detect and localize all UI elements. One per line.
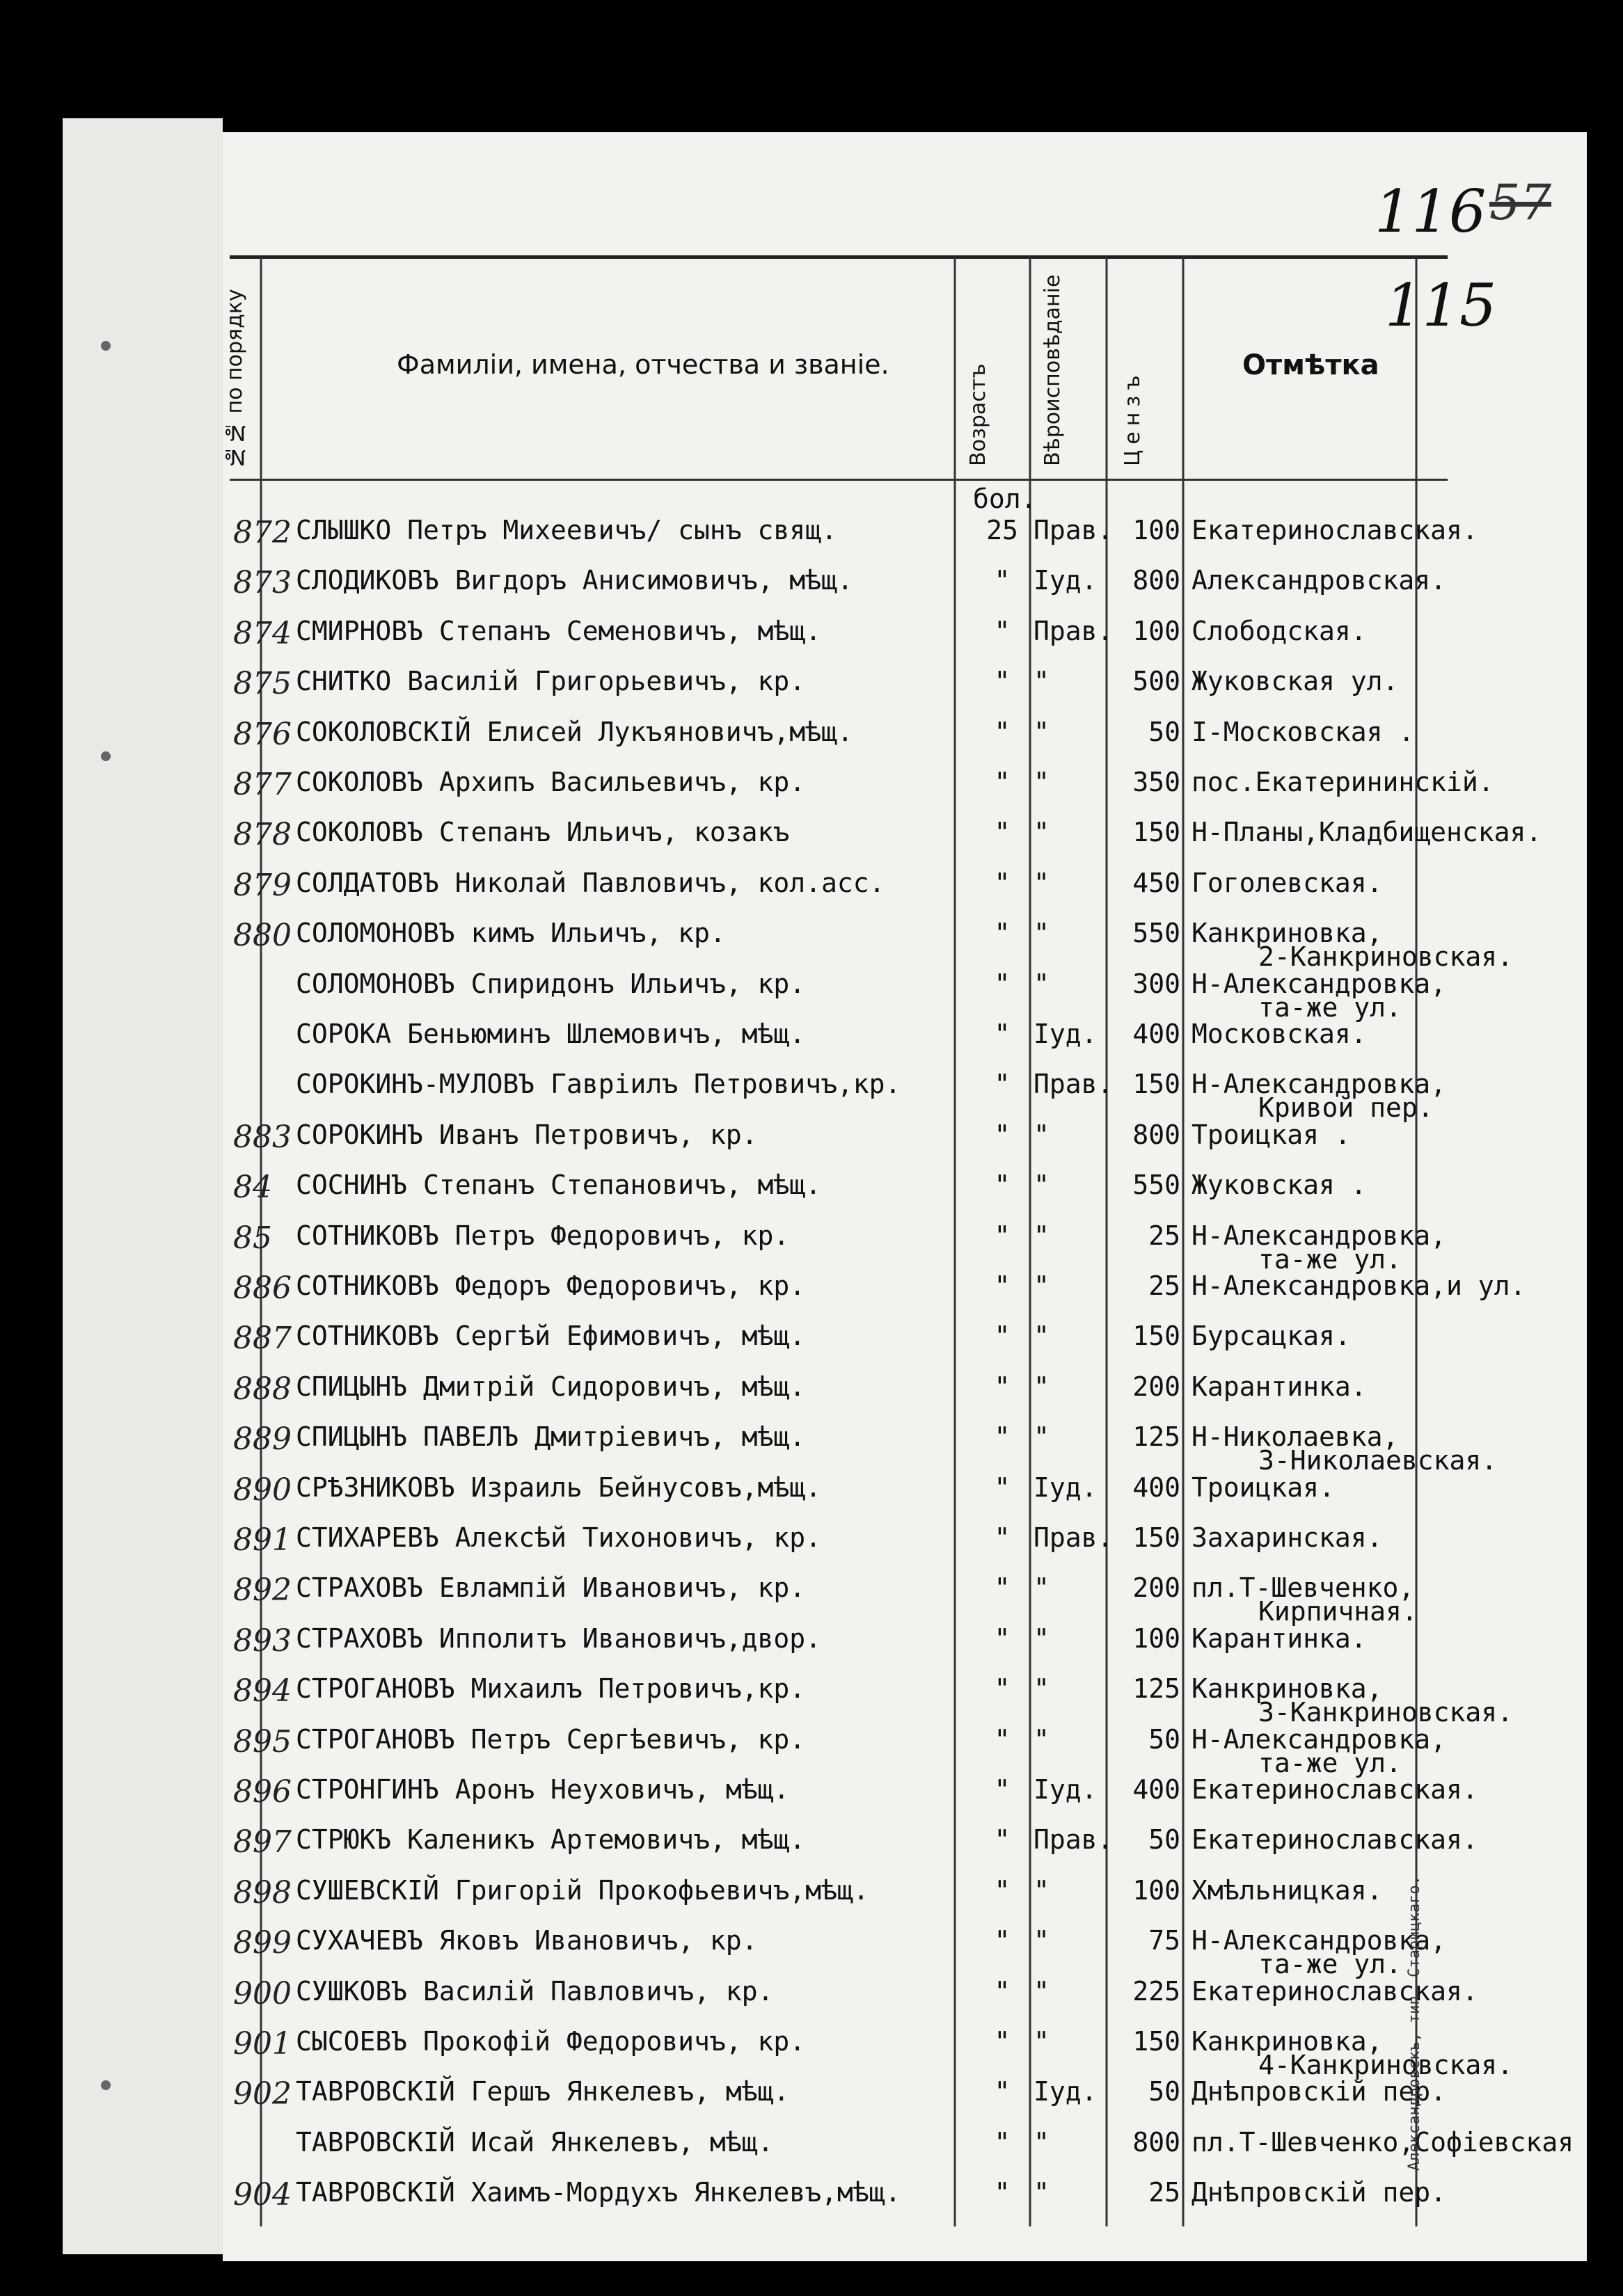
row-name: СУШЕВСКІЙ Григорій Прокофьевичъ,мѣщ. [296, 1874, 869, 1906]
row-religion: " [1034, 1723, 1050, 1755]
row-mark: 889 [233, 1421, 292, 1458]
row-name: СОТНИКОВЪ Федоръ Федоровичъ, кр. [296, 1270, 806, 1301]
row-religion: Прав. [1034, 1824, 1114, 1856]
row-mark: 902 [233, 2076, 292, 2112]
row-note: Хмѣльницкая. [1191, 1874, 1383, 1906]
page-number: 115 [1385, 271, 1497, 340]
row-religion: " [1034, 1270, 1050, 1301]
row-age: " [994, 615, 1011, 646]
row-religion: " [1034, 2126, 1050, 2158]
row-note: Екатеринославская. [1191, 1824, 1478, 1856]
row-age: " [994, 2126, 1011, 2158]
header-note: Отмѣтка [1242, 349, 1379, 381]
row-religion: Iуд. [1034, 565, 1098, 596]
row-mark: 896 [233, 1774, 292, 1810]
row-mark: 893 [233, 1623, 292, 1659]
row-note: Екатеринославская. [1191, 515, 1478, 545]
row-age: " [994, 1421, 1011, 1453]
header-census: Цензъ [1121, 369, 1145, 466]
row-census: 150 [1132, 1069, 1180, 1100]
row-note: Бурсацкая. [1191, 1321, 1351, 1352]
row-note: Н-Александровка, [1191, 1925, 1447, 1956]
row-age: " [994, 1925, 1011, 1956]
row-name: СТРАХОВЪ Евлампій Ивановичъ, кр. [296, 1572, 806, 1604]
page-number-old: 116 [1375, 177, 1487, 246]
row-note-continuation: 3-Николаевская. [1258, 1445, 1498, 1476]
row-age: " [994, 716, 1011, 747]
row-census: 75 [1148, 1925, 1180, 1956]
row-age: 25 [986, 515, 1018, 545]
row-census: 25 [1148, 1270, 1180, 1301]
row-note: Троицкая. [1191, 1472, 1335, 1503]
row-census: 125 [1132, 1673, 1180, 1705]
row-note-continuation: Кирпичная. [1258, 1596, 1418, 1627]
row-mark: 876 [233, 716, 292, 752]
row-note: Н-Александровка,и ул. [1191, 1270, 1526, 1301]
row-note: Н-Александровка, [1191, 968, 1447, 999]
row-age: " [994, 968, 1011, 999]
row-mark: 904 [233, 2177, 292, 2213]
row-census: 150 [1132, 1522, 1180, 1553]
row-name: ТАВРОВСКІЙ Гершъ Янкелевъ, мѣщ. [296, 2076, 790, 2107]
row-note: Екатеринославская. [1191, 1975, 1478, 2007]
row-name: СОЛДАТОВЪ Николай Павловичъ, кол.асс. [296, 867, 885, 898]
row-note: Н-Николаевка, [1191, 1421, 1399, 1453]
row-religion: " [1034, 1623, 1050, 1654]
row-religion: Iуд. [1034, 1774, 1098, 1805]
row-age: " [994, 1774, 1011, 1805]
row-age: " [994, 1472, 1011, 1503]
row-religion: " [1034, 1220, 1050, 1251]
row-note: I-Московская . [1191, 716, 1415, 747]
row-note: Захаринская. [1191, 1522, 1383, 1553]
row-name: СОТНИКОВЪ Сергѣй Ефимовичъ, мѣщ. [296, 1321, 806, 1352]
row-census: 800 [1132, 565, 1180, 596]
row-name: СЛОДИКОВЪ Вигдоръ Анисимовичъ, мѣщ. [296, 565, 853, 596]
row-name: СЛЫШКО Петръ Михеевичъ/ сынъ свящ. [296, 515, 837, 545]
row-name: СТРОГАНОВЪ Михаилъ Петровичъ,кр. [296, 1673, 806, 1705]
row-mark: 883 [233, 1119, 292, 1155]
row-mark: 879 [233, 867, 292, 903]
row-religion: " [1034, 1321, 1050, 1352]
row-religion: " [1034, 2177, 1050, 2208]
row-age: " [994, 1019, 1011, 1049]
row-note: пл.Т-Шевченко, [1191, 1572, 1415, 1604]
row-religion: " [1034, 1170, 1050, 1201]
row-religion: Прав. [1034, 1069, 1114, 1100]
row-age: " [994, 2076, 1011, 2107]
row-note-continuation: 2-Канкриновская. [1258, 941, 1514, 973]
row-census: 550 [1132, 918, 1180, 949]
row-census: 550 [1132, 1170, 1180, 1201]
row-name: СОКОЛОВЪ Степанъ Ильичъ, козакъ [296, 817, 790, 848]
row-census: 100 [1132, 515, 1180, 545]
row-mark: 886 [233, 1270, 292, 1306]
row-name: СТРОГАНОВЪ Петръ Сергѣевичъ, кр. [296, 1723, 806, 1755]
row-census: 400 [1132, 1019, 1180, 1049]
row-name: СТРОНГИНЪ Аронъ Неуховичъ, мѣщ. [296, 1774, 790, 1805]
row-religion: Iуд. [1034, 1019, 1098, 1049]
row-mark: 878 [233, 817, 292, 853]
printer-imprint: Александровскъ, тип. Старицкаго. [1406, 1876, 1423, 2171]
row-name: СУШКОВЪ Василій Павловичъ, кр. [296, 1975, 774, 2007]
row-age: " [994, 1270, 1011, 1301]
row-note-continuation: 4-Канкриновская. [1258, 2050, 1514, 2080]
row-name: СОЛОМОНОВЪ Спиридонъ Ильичъ, кр. [296, 968, 806, 999]
row-age: " [994, 1321, 1011, 1352]
row-mark: 891 [233, 1522, 292, 1558]
row-religion: " [1034, 918, 1050, 949]
row-census: 350 [1132, 767, 1180, 797]
row-census: 225 [1132, 1975, 1180, 2007]
row-age: " [994, 1673, 1011, 1705]
row-census: 125 [1132, 1421, 1180, 1453]
row-religion: " [1034, 1673, 1050, 1705]
row-name: СОРОКИНЪ-МУЛОВЪ Гавріилъ Петровичъ,кр. [296, 1069, 901, 1100]
row-note: Гоголевская. [1191, 867, 1383, 898]
row-religion: " [1034, 1925, 1050, 1956]
row-note: Н-Александровка, [1191, 1220, 1447, 1251]
row-religion: " [1034, 2026, 1050, 2057]
row-note: Н-Александровка, [1191, 1069, 1447, 1100]
row-age: " [994, 1170, 1011, 1201]
row-age: " [994, 1371, 1011, 1402]
row-name: ТАВРОВСКІЙ Хаимъ-Мордухъ Янкелевъ,мѣщ. [296, 2177, 901, 2208]
row-note-continuation: 3-Канкриновская. [1258, 1697, 1514, 1728]
row-note: Карантинка. [1191, 1371, 1367, 1402]
row-name: СОКОЛОВСКІЙ Елисей Лукъяновичъ,мѣщ. [296, 716, 853, 747]
row-mark: 873 [233, 565, 292, 601]
row-religion: " [1034, 666, 1050, 697]
row-age: " [994, 1069, 1011, 1100]
header-name: Фамиліи, имена, отчества и званіе. [397, 349, 889, 380]
row-religion: Прав. [1034, 1522, 1114, 1553]
row-census: 100 [1132, 615, 1180, 646]
row-religion: " [1034, 1874, 1050, 1906]
row-mark: 85 [233, 1220, 272, 1256]
row-name: СЫСОЕВЪ Прокофій Федоровичъ, кр. [296, 2026, 806, 2057]
struck-page-number: 57 [1489, 174, 1552, 231]
header-no: №№ по порядку [223, 289, 247, 470]
row-age: " [994, 1623, 1011, 1654]
row-religion: " [1034, 767, 1050, 797]
row-name: СМИРНОВЪ Степанъ Семеновичъ, мѣщ. [296, 615, 821, 646]
row-census: 100 [1132, 1623, 1180, 1654]
row-religion: " [1034, 867, 1050, 898]
row-mark: 898 [233, 1874, 292, 1911]
row-name: ТАВРОВСКІЙ Исай Янкелевъ, мѣщ. [296, 2126, 774, 2158]
row-age: " [994, 1119, 1011, 1150]
row-religion: " [1034, 716, 1050, 747]
row-name: СОТНИКОВЪ Петръ Федоровичъ, кр. [296, 1220, 790, 1251]
row-note-continuation: та-же ул. [1258, 1949, 1402, 1980]
row-religion: Прав. [1034, 615, 1114, 646]
row-religion: " [1034, 817, 1050, 848]
header-religion: Вѣроисповѣданіе [1040, 274, 1065, 466]
header-age: Возрастъ [966, 363, 990, 466]
row-mark: 84 [233, 1170, 272, 1206]
row-name: СОСНИНЪ Степанъ Степановичъ, мѣщ. [296, 1170, 821, 1201]
row-age: " [994, 1572, 1011, 1604]
row-mark: 899 [233, 1925, 292, 1961]
row-census: 400 [1132, 1774, 1180, 1805]
row-mark: 874 [233, 615, 292, 651]
row-religion: " [1034, 1572, 1050, 1604]
row-census: 50 [1148, 1824, 1180, 1856]
row-note: Жуковская ул. [1191, 666, 1399, 697]
row-note: Александровская. [1191, 565, 1447, 596]
row-mark: 901 [233, 2026, 292, 2062]
row-note: Слободская. [1191, 615, 1367, 646]
row-age: " [994, 1874, 1011, 1906]
row-note: Канкриновка, [1191, 1673, 1383, 1705]
row-age: " [994, 1220, 1011, 1251]
row-age: " [994, 666, 1011, 697]
row-religion: Iуд. [1034, 1472, 1098, 1503]
row-census: 300 [1132, 968, 1180, 999]
row-note-continuation: та-же ул. [1258, 991, 1402, 1023]
row-name: СУХАЧЕВЪ Яковъ Ивановичъ, кр. [296, 1925, 758, 1956]
row-note: пл.Т-Шевченко,Софіевская [1191, 2126, 1574, 2158]
row-note: Н-Александровка, [1191, 1723, 1447, 1755]
row-census: 50 [1148, 1723, 1180, 1755]
row-note-continuation: та-же ул. [1258, 1747, 1402, 1778]
row-religion: " [1034, 1975, 1050, 2007]
row-census: 200 [1132, 1371, 1180, 1402]
row-mark: 887 [233, 1321, 292, 1357]
row-census: 400 [1132, 1472, 1180, 1503]
row-census: 100 [1132, 1874, 1180, 1906]
row-census: 500 [1132, 666, 1180, 697]
row-name: СРѢЗНИКОВЪ Израиль Бейнусовъ,мѣщ. [296, 1472, 821, 1503]
row-note: Карантинка. [1191, 1623, 1367, 1654]
row-note: Н-Планы,Кладбищенская. [1191, 817, 1542, 848]
row-age: " [994, 767, 1011, 797]
row-religion: " [1034, 1119, 1050, 1150]
row-note: Троицкая . [1191, 1119, 1351, 1150]
row-mark: 872 [233, 515, 292, 550]
row-religion: Прав. [1034, 515, 1114, 545]
row-age: " [994, 1824, 1011, 1856]
row-census: 450 [1132, 867, 1180, 898]
row-age: " [994, 2177, 1011, 2208]
row-census: 150 [1132, 2026, 1180, 2057]
row-note: Канкриновка, [1191, 918, 1383, 949]
row-mark: 897 [233, 1824, 292, 1860]
row-name: СОЛОМОНОВЪ кимъ Ильичъ, кр. [296, 918, 726, 949]
row-age: " [994, 1723, 1011, 1755]
age-prefix: бол. [973, 484, 1037, 514]
row-mark: 888 [233, 1371, 292, 1407]
row-name: СОКОЛОВЪ Архипъ Васильевичъ, кр. [296, 767, 806, 797]
row-note: Московская. [1191, 1019, 1367, 1049]
row-census: 150 [1132, 817, 1180, 848]
row-name: СНИТКО Василій Григорьевичъ, кр. [296, 666, 806, 697]
row-name: СТРАХОВЪ Ипполитъ Ивановичъ,двор. [296, 1623, 821, 1654]
row-note: Екатеринославская. [1191, 1774, 1478, 1805]
row-age: " [994, 2026, 1011, 2057]
row-name: СОРОКА Беньюминъ Шлемовичъ, мѣщ. [296, 1019, 806, 1049]
row-mark: 880 [233, 918, 292, 954]
row-census: 50 [1148, 2076, 1180, 2107]
row-mark: 877 [233, 767, 292, 802]
row-census: 800 [1132, 1119, 1180, 1150]
row-religion: " [1034, 968, 1050, 999]
row-census: 25 [1148, 2177, 1180, 2208]
row-census: 800 [1132, 2126, 1180, 2158]
row-name: СПИЦЫНЪ ПАВЕЛЪ Дмитріевичъ, мѣщ. [296, 1421, 806, 1453]
row-note: Днѣпровскій пер. [1191, 2177, 1447, 2208]
row-religion: Iуд. [1034, 2076, 1098, 2107]
row-age: " [994, 867, 1011, 898]
row-mark: 892 [233, 1572, 292, 1609]
row-mark: 895 [233, 1723, 292, 1760]
row-census: 150 [1132, 1321, 1180, 1352]
row-census: 25 [1148, 1220, 1180, 1251]
row-age: " [994, 817, 1011, 848]
row-mark: 875 [233, 666, 292, 702]
row-age: " [994, 565, 1011, 596]
row-age: " [994, 1975, 1011, 2007]
row-religion: " [1034, 1421, 1050, 1453]
row-age: " [994, 918, 1011, 949]
row-note-continuation: та-же ул. [1258, 1243, 1402, 1275]
row-name: СТИХАРЕВЪ Алексѣй Тихоновичъ, кр. [296, 1522, 821, 1553]
row-note: пос.Екатерининскій. [1191, 767, 1494, 797]
row-mark: 900 [233, 1975, 292, 2011]
row-mark: 894 [233, 1673, 292, 1709]
row-mark: 890 [233, 1472, 292, 1508]
row-name: СПИЦЫНЪ Дмитрій Сидоровичъ, мѣщ. [296, 1371, 806, 1402]
row-age: " [994, 1522, 1011, 1553]
row-note: Канкриновка, [1191, 2026, 1383, 2057]
row-census: 50 [1148, 716, 1180, 747]
row-name: СОРОКИНЪ Иванъ Петровичъ, кр. [296, 1119, 758, 1150]
row-name: СТРЮКЪ Каленикъ Артемовичъ, мѣщ. [296, 1824, 806, 1856]
row-note-continuation: Кривой пер. [1258, 1092, 1434, 1124]
row-census: 200 [1132, 1572, 1180, 1604]
row-religion: " [1034, 1371, 1050, 1402]
row-note: Жуковская . [1191, 1170, 1367, 1201]
row-note: Днѣпровскій пер. [1191, 2076, 1447, 2107]
